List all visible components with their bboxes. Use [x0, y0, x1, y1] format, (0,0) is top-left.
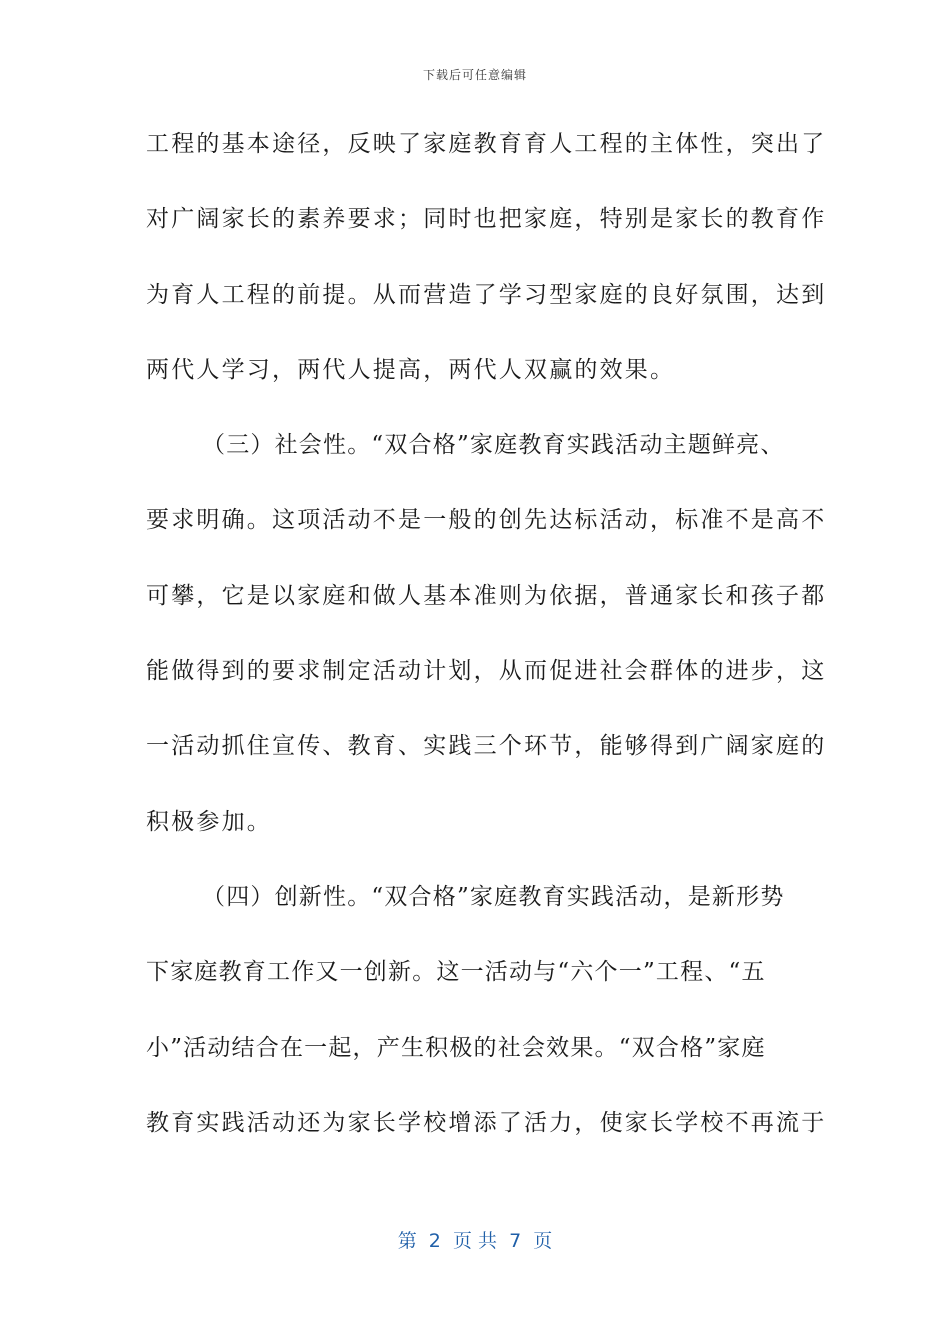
text-line: 为育人工程的前提。从而营造了学习型家庭的良好氛围，达到 — [146, 281, 827, 308]
text-line: 对广阔家长的素养要求；同时也把家庭，特别是家长的教育作 — [146, 206, 827, 233]
document-body — [146, 121, 827, 1175]
text-line: 积极参加。 — [146, 808, 272, 835]
text-line: 要求明确。这项活动不是一般的创先达标活动，标准不是高不 — [146, 507, 827, 534]
page-header-note: 下载后可任意编辑 — [422, 68, 527, 82]
paragraph-start-line: （三）社会性。“双合格”家庭教育实践活动主题鲜亮、 — [202, 432, 785, 459]
page-number: 第 2 页 共 7 页 — [397, 1230, 553, 1252]
text-line: 小”活动结合在一起，产生积极的社会效果。“双合格”家庭 — [146, 1034, 766, 1061]
text-line: 工程的基本途径，反映了家庭教育育人工程的主体性，突出了 — [146, 131, 827, 157]
text-line: 能做得到的要求制定活动计划，从而促进社会群体的进步，这 — [146, 658, 827, 685]
text-line: 两代人学习，两代人提高，两代人双赢的效果。 — [146, 356, 676, 383]
text-line: 可攀，它是以家庭和做人基本准则为依据，普通家长和孩子都 — [146, 582, 827, 609]
text-line: 下家庭教育工作又一创新。这一活动与“六个一”工程、“五 — [146, 959, 766, 986]
paragraph-start-line: （四）创新性。“双合格”家庭教育实践活动，是新形势 — [202, 883, 785, 910]
text-line: 一活动抓住宣传、教育、实践三个环节，能够得到广阔家庭的 — [146, 733, 827, 760]
text-line: 教育实践活动还为家长学校增添了活力，使家长学校不再流于 — [146, 1109, 827, 1136]
